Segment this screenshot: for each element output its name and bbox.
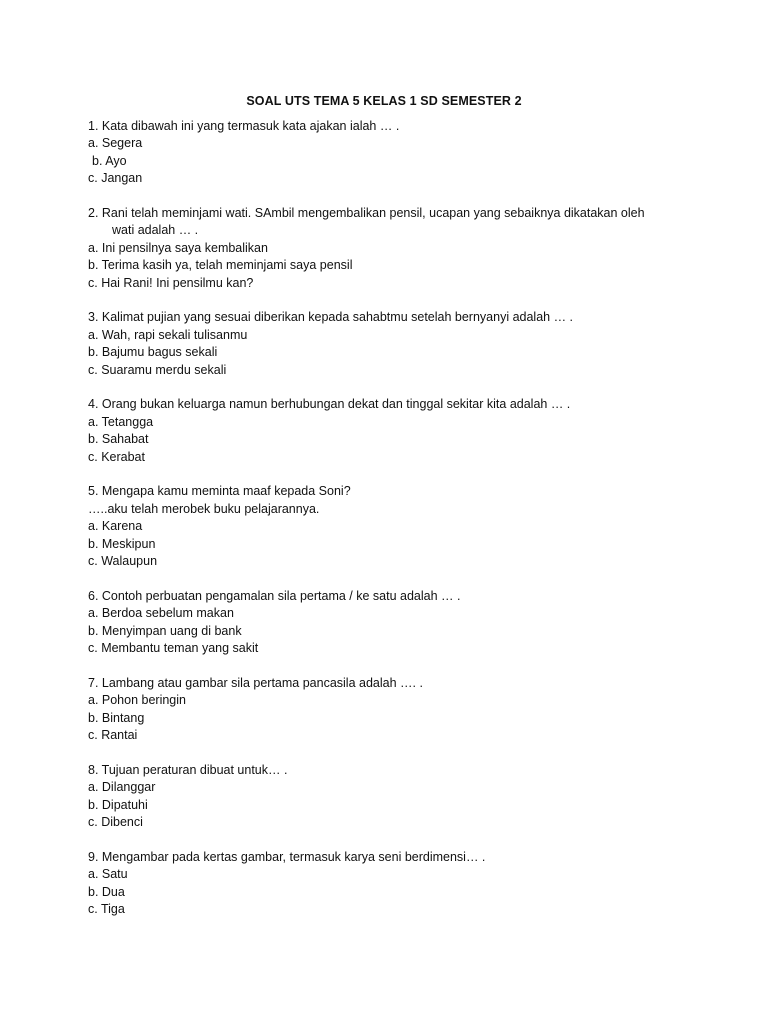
question-1	[88, 118, 680, 188]
option-c: c. Suaramu merdu sekali	[88, 362, 227, 377]
option-c: c. Walaupun	[88, 554, 158, 569]
option-c: c. Jangan	[88, 171, 143, 186]
option-c: c. Dibenci	[88, 815, 143, 830]
question-5	[88, 483, 680, 570]
option-a: a. Pohon beringin	[88, 693, 186, 708]
question-text: 7. Lambang atau gambar sila pertama pancasila adalah …. .	[88, 675, 423, 690]
question-3	[88, 309, 680, 379]
option-a: a. Satu	[88, 867, 128, 882]
question-text: 2. Rani telah meminjami wati. SAmbil mengembalikan pensil, ucapan yang sebaiknya dikatakan oleh	[88, 206, 645, 221]
option-a: a. Tetangga	[88, 414, 154, 429]
question-text: 1. Kata dibawah ini yang termasuk kata ajakan ialah … .	[88, 119, 400, 133]
question-text: 9. Mengambar pada kertas gambar, termasuk karya seni berdimensi… .	[88, 849, 486, 864]
page-title: SOAL UTS TEMA 5 KELAS 1 SD SEMESTER 2	[246, 94, 522, 108]
option-b: b. Sahabat	[88, 432, 149, 447]
option-b: b. Menyimpan uang di bank	[88, 623, 242, 638]
option-b: b. Bintang	[88, 710, 145, 725]
option-a: a. Dilanggar	[88, 780, 156, 795]
question-sentence: …..aku telah merobek buku pelajarannya.	[88, 501, 320, 516]
option-a: a. Berdoa sebelum makan	[88, 606, 234, 621]
question-7	[88, 675, 680, 745]
option-a: a. Segera	[88, 136, 143, 151]
option-b: b. Bajumu bagus sekali	[88, 345, 218, 360]
option-b: b. Dipatuhi	[88, 797, 148, 812]
option-a: a. Wah, rapi sekali tulisanmu	[88, 327, 248, 342]
question-text: 5. Mengapa kamu meminta maaf kepada Soni?	[88, 484, 351, 499]
option-c: c. Membantu teman yang sakit	[88, 641, 259, 656]
question-text-continuation: wati adalah … .	[112, 223, 199, 238]
option-c: c. Rantai	[88, 728, 138, 743]
question-2	[88, 205, 680, 292]
option-b: b. Ayo	[92, 153, 127, 168]
question-text: 3. Kalimat pujian yang sesuai diberikan kepada sahabtmu setelah bernyanyi adalah … .	[88, 310, 574, 325]
option-c: c. Kerabat	[88, 449, 145, 464]
question-8	[88, 762, 680, 832]
option-b: b. Terima kasih ya, telah meminjami saya pensil	[88, 258, 353, 273]
question-text: 6. Contoh perbuatan pengamalan sila pertama / ke satu adalah … .	[88, 588, 461, 603]
question-6	[88, 588, 680, 658]
question-4	[88, 396, 680, 466]
question-text: 4. Orang bukan keluarga namun berhubungan dekat dan tinggal sekitar kita adalah … .	[88, 397, 571, 412]
question-9	[88, 849, 680, 919]
option-a: a. Ini pensilnya saya kembalikan	[88, 240, 268, 255]
option-b: b. Dua	[88, 884, 125, 899]
option-a: a. Karena	[88, 519, 143, 534]
question-list	[88, 118, 680, 936]
question-text: 8. Tujuan peraturan dibuat untuk… .	[88, 762, 288, 777]
option-c: c. Hai Rani! Ini pensilmu kan?	[88, 275, 254, 290]
option-c: c. Tiga	[88, 902, 125, 917]
option-b: b. Meskipun	[88, 536, 156, 551]
